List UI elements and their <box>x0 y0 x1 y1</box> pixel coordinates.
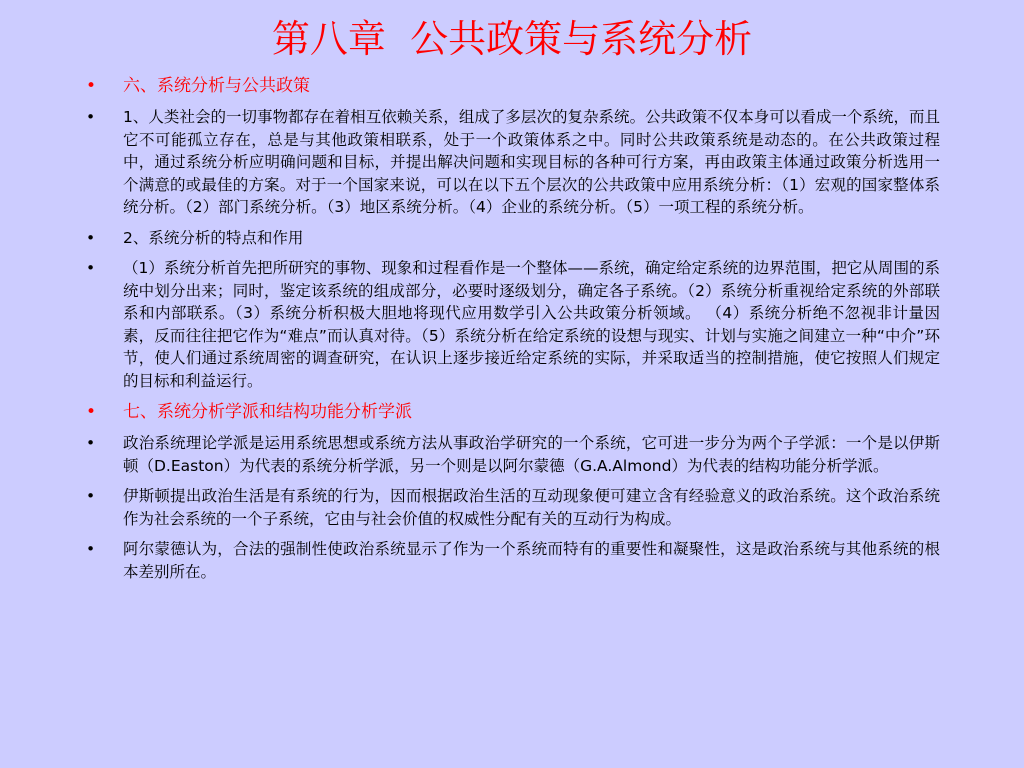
bullet-text: 阿尔蒙德认为，合法的强制性使政治系统显示了作为一个系统而特有的重要性和凝聚性，这是政治系统与其他系统的根本差别所在。 <box>123 540 940 581</box>
bullet-text: 1、人类社会的一切事物都存在着相互依赖关系，组成了多层次的复杂系统。公共政策不仅本身可以看成一个系统，而且它不可能孤立存在，总是与其他政策相联系，处于一个政策体系之中。同时公共政策系统是动态的。在公共政策过程中，通过系统分析应明确问题和目标，并提出解决问题和实现目标的各种可行方案，再由政策主体通过政策分析选用一个满意的或最佳的方案。对于一个国家来说，可以在以下五个层次的公共政策中应用系统分析：（1）宏观的国家整体系统分析。（2）部门系统分析。（3）地区系统分析。（4）企业的系统分析。（5）一项工程的系统分析。 <box>123 108 940 216</box>
bullet-icon: • <box>86 108 96 126</box>
bullet-icon: • <box>86 259 96 277</box>
bullet-icon: • <box>86 540 96 558</box>
bullet-icon: • <box>86 228 96 247</box>
bullet-item-features-heading <box>86 227 940 250</box>
bullet-item-features-detail <box>86 257 940 392</box>
bullet-item-schools <box>86 432 940 477</box>
bullet-text: 伊斯顿提出政治生活是有系统的行为，因而根据政治生活的互动现象便可建立含有经验意义的政治系统。这个政治系统作为社会系统的一个子系统，它由与社会价值的权威性分配有关的互动行为构成。 <box>123 487 940 528</box>
bullet-item-system-levels <box>86 106 940 219</box>
bullet-text: 2、系统分析的特点和作用 <box>123 228 304 247</box>
bullet-text: 七、系统分析学派和结构功能分析学派 <box>123 402 412 422</box>
bullet-icon: • <box>86 402 97 422</box>
bullet-icon: • <box>86 76 97 96</box>
bullet-item-section-heading-6 <box>86 74 940 98</box>
bullet-icon: • <box>86 434 96 452</box>
bullet-text: （1）系统分析首先把所研究的事物、现象和过程看作是一个整体——系统，确定给定系统的边界范围，把它从周围的系统中划分出来；同时，鉴定该系统的组成部分，必要时逐级划分，确定各子系统。（2）系统分析重视给定系统的外部联系和内部联系。（3）系统分析积极大胆地将现代应用数学引入公共政策分析领域。 （4）系统分析绝不忽视非计量因素，反而往往把它作为“难点”而认真对待。（5）系统分析在给定系统的设想与现实、计划与实施之间建立一种“中介”环节，使人们通过系统周密的调查研究，在认识上逐步接近给定系统的实际，并采取适当的控制措施，使它按照人们规定的目标和利益运行。 <box>123 259 940 390</box>
bullet-list <box>86 74 940 591</box>
bullet-item-easton <box>86 485 940 530</box>
bullet-icon: • <box>86 487 96 505</box>
slide-title: 第八章 公共政策与系统分析 <box>271 17 753 61</box>
bullet-item-almond <box>86 538 940 583</box>
bullet-text: 政治系统理论学派是运用系统思想或系统方法从事政治学研究的一个系统，它可进一步分为两个子学派：一个是以伊斯顿（D.Easton）为代表的系统分析学派，另一个则是以阿尔蒙德（G.A.Almond）为代表的结构功能分析学派。 <box>123 434 940 475</box>
bullet-item-section-heading-7 <box>86 400 940 424</box>
bullet-text: 六、系统分析与公共政策 <box>123 76 310 96</box>
